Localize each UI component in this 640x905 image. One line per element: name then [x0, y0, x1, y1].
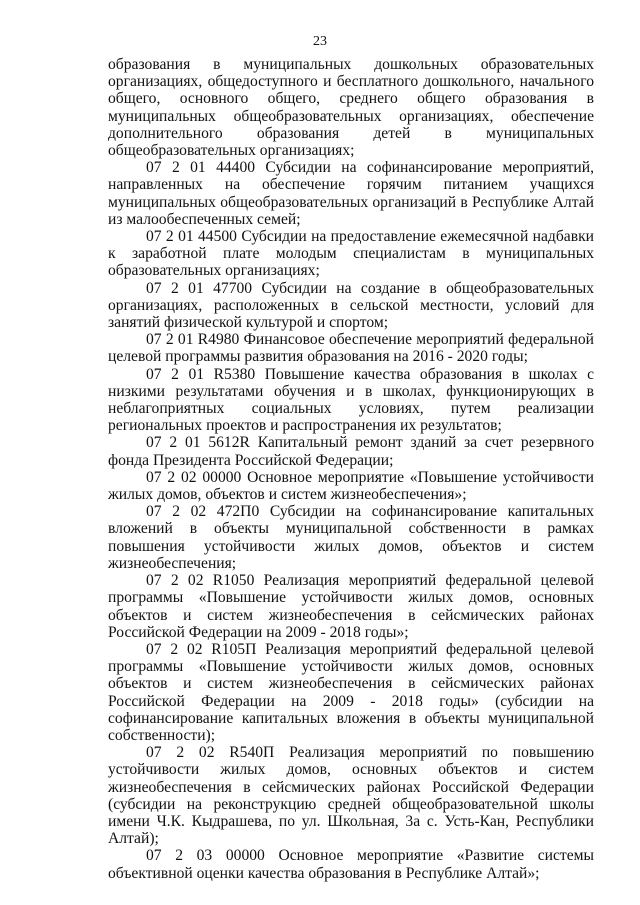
document-body [108, 56, 594, 882]
paragraph-07202R105P: 07 2 02 R105П Реализация мероприятий федеральной целевой программы «Повышение устойчивости жилых домов, основных объектов и систем жизнеобеспечения в сейсмических районах Российской Федерации на 2009 - 2018 годы» (субсидии на софинансирование капитальных вложения в объекты муниципальной собственности); [108, 640, 594, 744]
paragraph-0720147700: 07 2 01 47700 Субсидии на создание в общеобразовательных организациях, расположенных в сельской местности, условий для занятий физической культурой и спортом; [108, 279, 594, 332]
paragraph-07201R5380: 07 2 01 R5380 Повышение качества образования в школах с низкими результатами обучения и в школах, функционирующих в неблагоприятных социальных условиях, путем реализации региональных проектов и распространения их результатов; [108, 365, 594, 435]
paragraph-07202R540P: 07 2 02 R540П Реализация мероприятий по повышению устойчивости жилых домов, основных объектов и систем жизнеобеспечения в сейсмических районах Российской Федерации (субсидии на реконструкцию средней общеобразовательной школы имени Ч.К. Кыдрашева, по ул. Школьная, 3а с. Усть-Кан, Республики Алтай); [108, 744, 594, 848]
paragraph-0720300000: 07 2 03 00000 Основное мероприятие «Развитие системы объективной оценки качества образования в Республике Алтай»; [108, 847, 594, 882]
page-number: 23 [313, 34, 327, 49]
paragraph-07201R4980: 07 2 01 R4980 Финансовое обеспечение мероприятий федеральной целевой программы развития образования на 2016 - 2020 годы; [108, 331, 594, 366]
paragraph-0720144400: 07 2 01 44400 Субсидии на софинансирование мероприятий, направленных на обеспечение горячим питанием учащихся муниципальных общеобразовательных организаций в Республике Алтай из малообеспеченных семей; [108, 159, 594, 228]
paragraph-07202472P0: 07 2 02 472П0 Субсидии на софинансирование капитальных вложений в объекты муниципальной собственности в рамках повышения устойчивости жилых домов, объектов и систем жизнеобеспечения; [108, 503, 594, 572]
paragraph-07202R1050: 07 2 02 R1050 Реализация мероприятий федеральной целевой программы «Повышение устойчивости жилых домов, основных объектов и систем жизнеобеспечения в сейсмических районах Российской Федерации на 2009 - 2018 годы»; [108, 572, 594, 641]
paragraph-0720200000: 07 2 02 00000 Основное мероприятие «Повышение устойчивости жилых домов, объектов и систем жизнеобеспечения»; [108, 468, 594, 504]
paragraph-072015612R: 07 2 01 5612R Капитальный ремонт зданий за счет резервного фонда Президента Российской Федерации; [108, 434, 594, 469]
paragraph-0720144500: 07 2 01 44500 Субсидии на предоставление ежемесячной надбавки к заработной плате молодым специалистам в муниципальных образовательных организациях; [108, 228, 594, 280]
paragraph-continuation: образования в муниципальных дошкольных образовательных организациях, общедоступного и бесплатного дошкольного, начального общего, основного общего, среднего общего образования в муниципальных общеобразовательных организациях, обеспечение дополнительного образования детей в муниципальных общеобразовательных организациях; [108, 56, 594, 160]
